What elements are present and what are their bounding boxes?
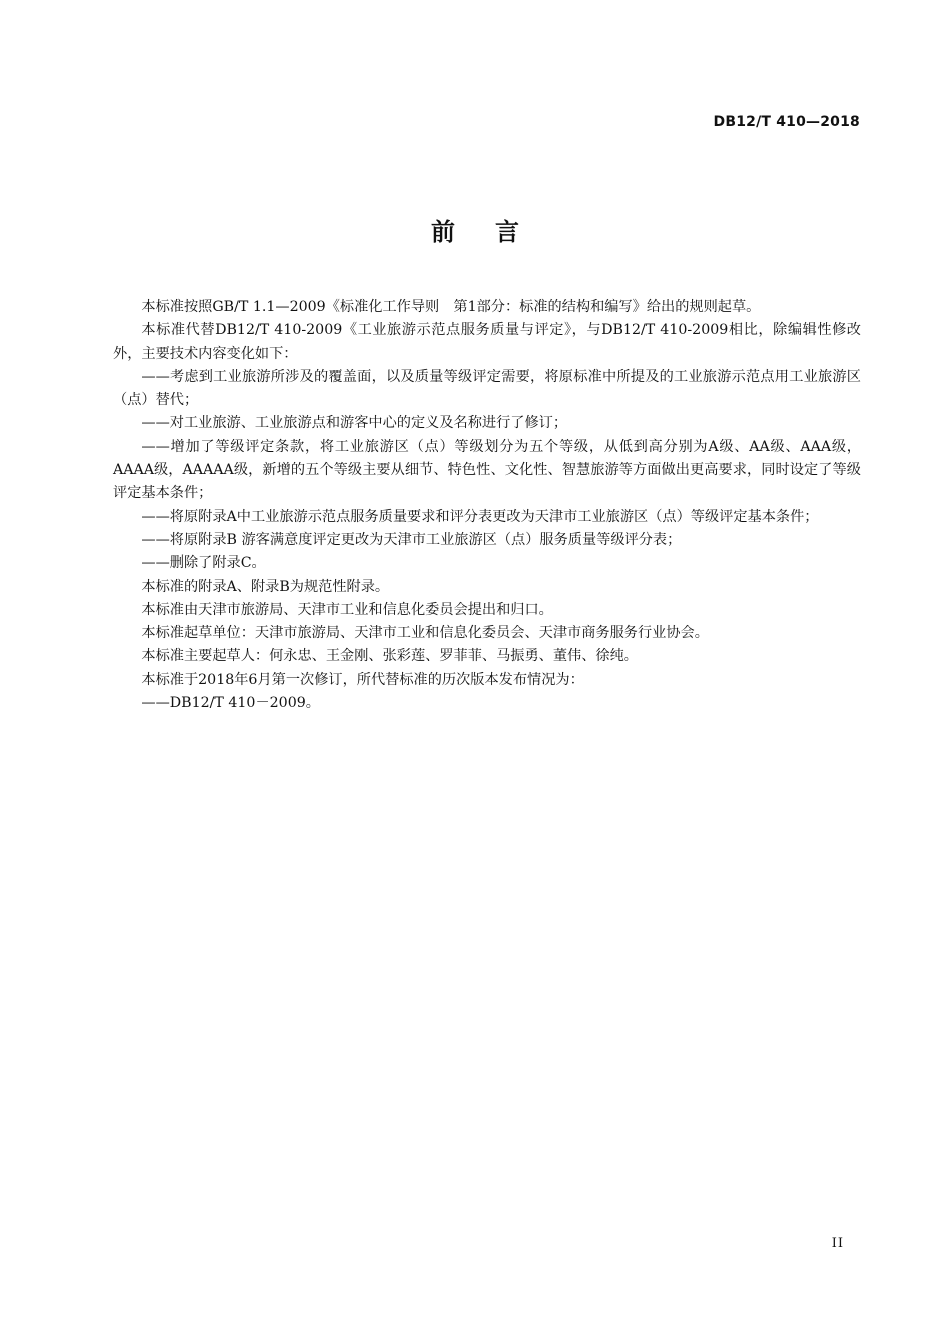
- change-item-annex-c: ——删除了附录C。: [141, 555, 266, 572]
- paragraph-replacement-note: 本标准代替DB12/T 410-2009《工业旅游示范点服务质量与评定》，与DB12/T 410-2009相比，除编辑性修改外，主要技术内容变化如下：: [113, 322, 861, 362]
- change-item-annex-b: ——将原附录B 游客满意度评定更改为天津市工业旅游区（点）服务质量等级评分表；: [141, 531, 682, 548]
- paragraph-proposer: 本标准由天津市旅游局、天津市工业和信息化委员会提出和归口。: [141, 601, 553, 618]
- change-item-grading: ——增加了等级评定条款，将工业旅游区（点）等级划分为五个等级，从低到高分别为A级、AA级、AAA级，AAAA级，AAAAA级，新增的五个等级主要从细节、特色性、文化性、智慧旅游等方面做出更高要求，同时设定了等级评定基本条件；: [113, 438, 861, 502]
- paragraph-drafting-units: 本标准起草单位：天津市旅游局、天津市工业和信息化委员会、天津市商务服务行业协会。: [141, 625, 709, 642]
- change-item-definitions: ——对工业旅游、工业旅游点和游客中心的定义及名称进行了修订；: [141, 415, 568, 432]
- paragraph-drafters: 本标准主要起草人：何永忠、王金刚、张彩莲、罗菲菲、马振勇、董伟、徐纯。: [141, 648, 638, 665]
- change-item-scope: ——考虑到工业旅游所涉及的覆盖面，以及质量等级评定需要，将原标准中所提及的工业旅游示范点用工业旅游区（点）替代；: [113, 368, 861, 409]
- document-code: DB12/T 410—2018: [713, 114, 860, 130]
- page-title: 前言: [431, 218, 559, 246]
- change-item-annex-a: ——将原附录A中工业旅游示范点服务质量要求和评分表更改为天津市工业旅游区（点）等级评定基本条件；: [141, 508, 819, 525]
- foreword-body: [113, 296, 861, 715]
- previous-version-item: ——DB12/T 410－2009。: [141, 695, 320, 712]
- paragraph-drafting-rules: 本标准按照GB/T 1.1—2009《标准化工作导则 第1部分：标准的结构和编写》给出的规则起草。: [141, 299, 761, 315]
- page-number: II: [831, 1236, 844, 1251]
- paragraph-revision-history: 本标准于2018年6月第一次修订，所代替标准的历次版本发布情况为：: [141, 671, 584, 688]
- paragraph-normative-annexes: 本标准的附录A、附录B为规范性附录。: [141, 578, 390, 595]
